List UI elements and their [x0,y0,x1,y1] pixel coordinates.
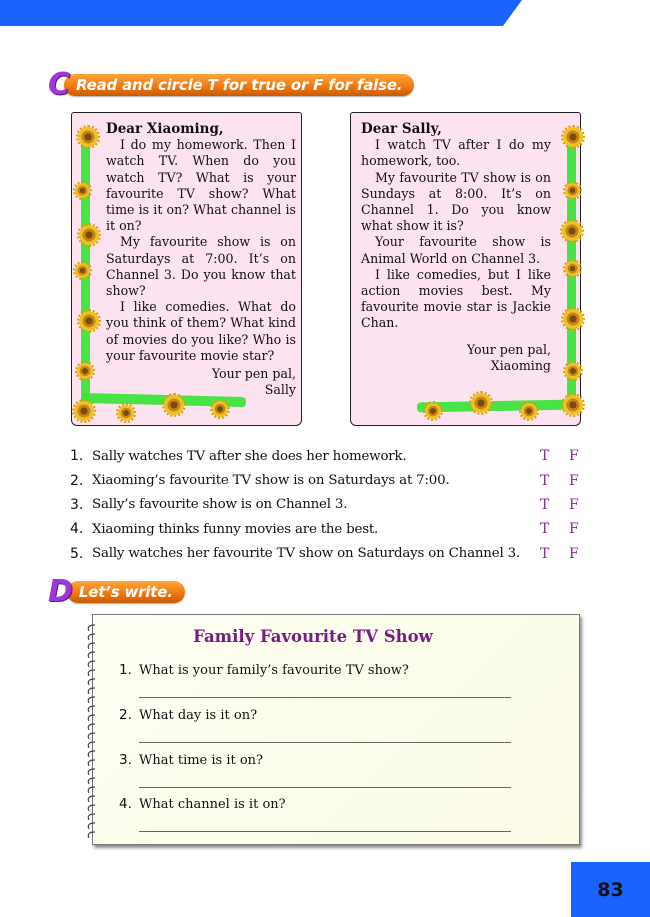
false-option[interactable]: F [569,448,579,465]
false-option[interactable]: F [569,496,579,513]
true-false-list [70,444,590,566]
letter-greeting: Dear Xiaoming, [106,121,224,137]
sunflower-icon [563,309,583,329]
question-text: What is your family’s favourite TV show? [139,663,409,678]
tf-item [70,542,590,566]
question-number: 1. [119,662,132,678]
letter-paragraph: I like comedies, but I like action movies best. My favourite movie star is Jackie Chan. [361,266,551,331]
letter-body [361,121,551,374]
tf-item-text: Xiaoming thinks funny movies are the best. [92,521,379,537]
sunflower-icon [74,401,94,421]
sunflower-icon [425,403,441,419]
notebook-title: Family Favourite TV Show [193,627,433,646]
letter-signature: Xiaoming [490,357,551,373]
answer-line-2[interactable] [139,742,511,743]
page-number: 83 [571,862,650,917]
tf-item-text: Xiaoming’s favourite TV show is on Saturdays at 7:00. [92,473,450,489]
question-number: 2. [119,707,132,723]
tf-item-number: 3. [70,496,84,513]
sunflower-icon [75,183,90,198]
section-d-letter: D [48,574,73,609]
letter-paragraph: My favourite TV show is on Sundays at 8:00. It’s on Channel 1. Do you know what show it is? [361,169,551,234]
sunflower-icon [471,393,491,413]
sunflower-icon [521,403,537,419]
tf-item [70,493,590,517]
tf-item-number: 4. [70,521,84,538]
letter-paragraph: I watch TV after I do my homework, too. [361,137,551,169]
false-option[interactable]: F [569,545,579,562]
true-option[interactable]: T [540,472,550,489]
sunflower-icon [75,263,90,278]
letter-body [106,121,296,398]
true-option[interactable]: T [540,545,550,562]
sunflower-icon [78,127,98,147]
tf-item-text: Sally’s favourite show is on Channel 3. [92,497,348,513]
question-text: What day is it on? [139,708,258,723]
sunflower-icon [565,363,581,379]
answer-line-1[interactable] [139,697,511,698]
section-c-header [48,67,414,102]
letter-signature: Sally [264,382,296,398]
question-item [119,796,286,812]
sunflower-icon [563,395,583,415]
sunflower-icon [79,225,99,245]
sunflower-icon [563,127,583,147]
section-c-instruction: Read and circle T for true or F for false. [64,74,414,96]
sunflower-icon [565,261,580,276]
tf-item-number: 2. [70,472,84,489]
letter-paragraph: My favourite show is on Saturdays at 7:00. It’s on Channel 3. Do you know that show? [106,234,296,299]
tf-item [70,517,590,541]
tf-item-number: 5. [70,545,84,562]
true-option[interactable]: T [540,521,550,538]
question-item [119,662,409,678]
true-option[interactable]: T [540,496,550,513]
sunflower-icon [562,221,582,241]
letter-card-sally [71,112,302,426]
notebook-worksheet [92,614,580,845]
tf-item [70,444,590,468]
letter-closing: Your pen pal, [211,366,296,382]
top-banner [0,0,650,26]
sunflower-icon [565,183,580,198]
question-text: What time is it on? [139,753,264,768]
section-d-instruction: Let’s write. [67,581,185,603]
spiral-binding-icon [85,621,99,843]
banner-shape [0,0,650,26]
question-item [119,752,263,768]
sunflower-icon [77,363,93,379]
tf-item-number: 1. [70,448,84,465]
true-option[interactable]: T [540,448,550,465]
letter-closing: Your pen pal, [466,341,551,357]
letter-paragraph: Your favourite show is Animal World on Channel 3. [361,234,551,266]
sunflower-icon [212,401,228,417]
sunflower-icon [118,405,134,421]
false-option[interactable]: F [569,521,579,538]
answer-line-4[interactable] [139,831,511,832]
answer-line-3[interactable] [139,787,511,788]
letter-paragraph: I do my homework. Then I watch TV. When do you watch TV? What is your favourite TV show? What time is it on? What channel is it on? [106,137,296,234]
question-text: What channel is it on? [139,797,286,812]
section-c-letter: C [48,67,71,102]
question-item [119,707,257,723]
tf-item-text: Sally watches TV after she does her homework. [92,448,407,464]
letter-greeting: Dear Sally, [361,121,442,137]
tf-item-text: Sally watches her favourite TV show on Saturdays on Channel 3. [92,546,520,562]
tf-item [70,468,590,492]
question-number: 3. [119,752,132,768]
letter-paragraph: I like comedies. What do you think of them? What kind of movies do you like? Who is your favourite movie star? [106,299,296,363]
question-number: 4. [119,796,132,812]
sunflower-icon [79,311,99,331]
false-option[interactable]: F [569,472,579,489]
section-d-header [48,574,185,609]
letter-card-xiaoming [350,112,581,426]
